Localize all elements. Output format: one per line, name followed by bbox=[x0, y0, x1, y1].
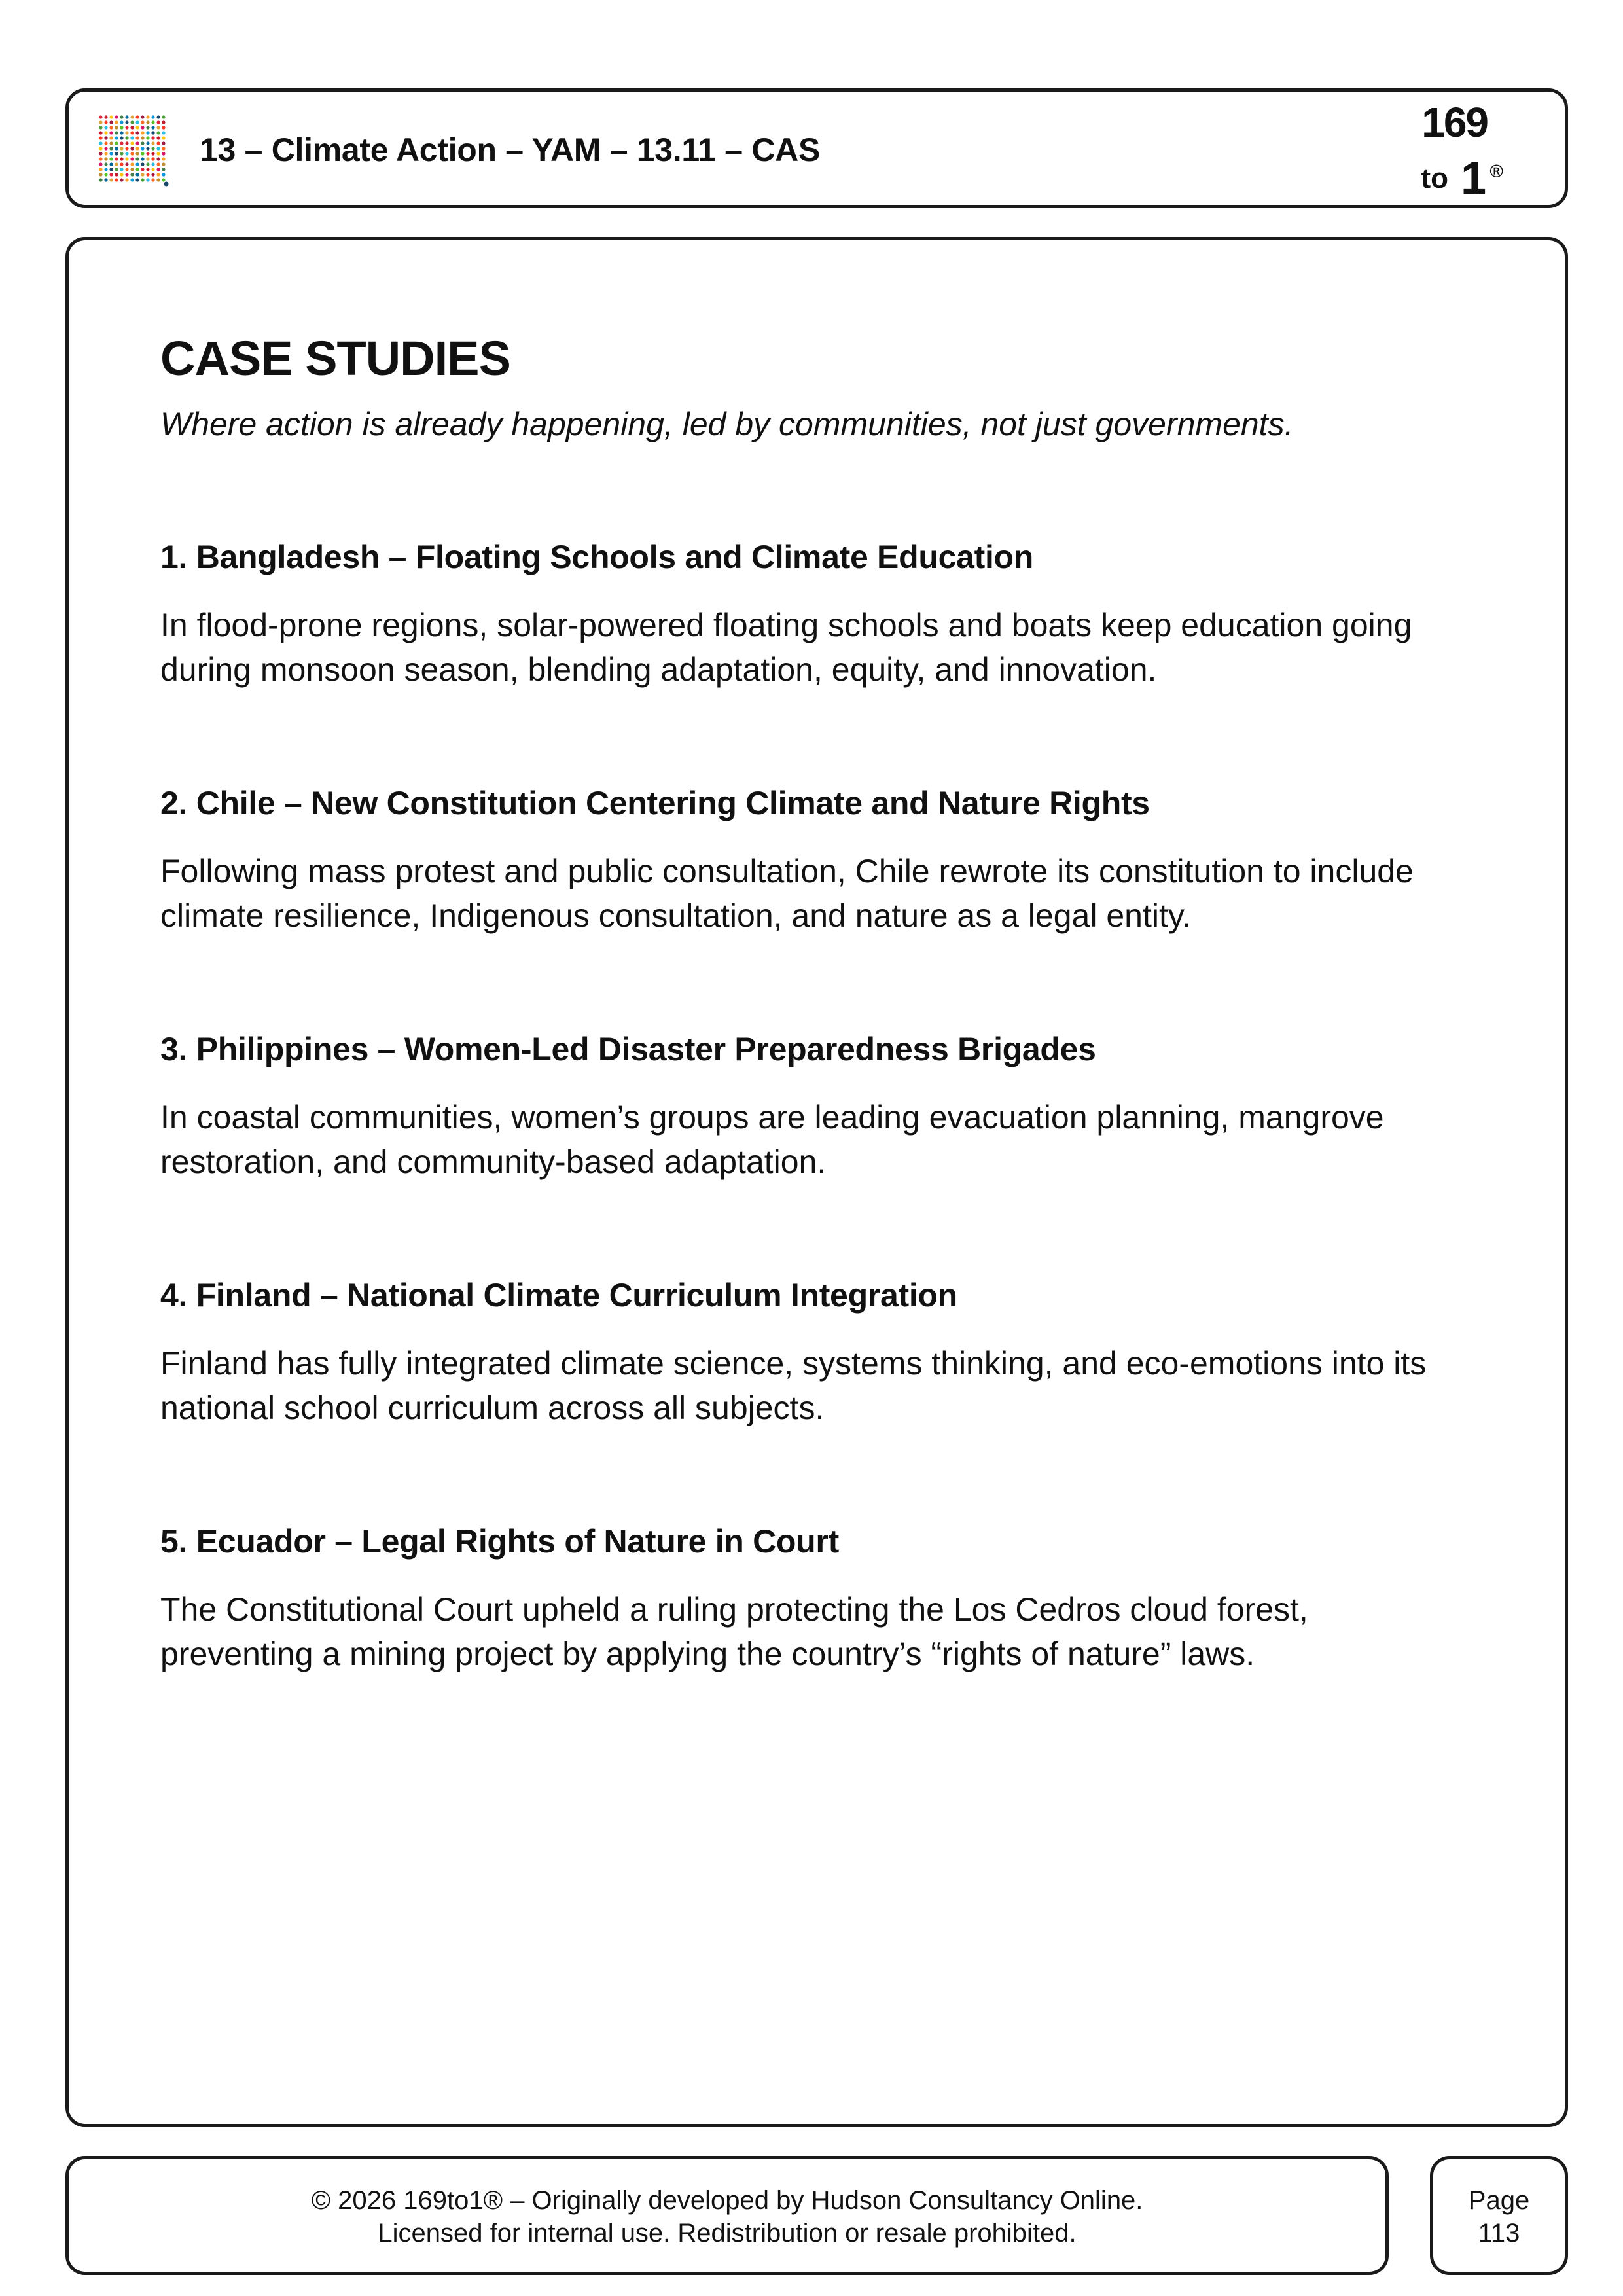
logo-dot bbox=[120, 141, 123, 145]
logo-dot bbox=[135, 131, 139, 134]
case-study bbox=[160, 1522, 1469, 1676]
logo-dot bbox=[99, 168, 102, 171]
logo-dot bbox=[151, 178, 154, 181]
logo-dot bbox=[151, 152, 154, 155]
logo-dot bbox=[141, 168, 144, 171]
logo-dot bbox=[135, 173, 139, 176]
logo-dot bbox=[146, 173, 149, 176]
logo-dot bbox=[115, 131, 118, 134]
logo-dot bbox=[130, 173, 134, 176]
logo-dot bbox=[109, 152, 113, 155]
case-study-title: 3. Philippines – Women-Led Disaster Preparedness Brigades bbox=[160, 1031, 1096, 1068]
logo-dot bbox=[156, 178, 160, 181]
header-title: 13 – Climate Action – YAM – 13.11 – CAS bbox=[200, 132, 821, 168]
logo-dot bbox=[99, 178, 102, 181]
logo-dot bbox=[99, 147, 102, 150]
logo-dot bbox=[151, 131, 154, 134]
logo-dot bbox=[125, 141, 128, 145]
logo-dot bbox=[130, 120, 134, 124]
logo-dot bbox=[125, 162, 128, 166]
logo-dot bbox=[109, 115, 113, 118]
case-study bbox=[160, 783, 1469, 938]
logo-dot bbox=[120, 136, 123, 139]
logo-dot bbox=[104, 152, 107, 155]
logo-dot bbox=[146, 126, 149, 129]
case-study bbox=[160, 1030, 1469, 1184]
logo-dot bbox=[146, 168, 149, 171]
logo-dot bbox=[141, 141, 144, 145]
logo-dot bbox=[120, 157, 123, 160]
case-study bbox=[160, 1276, 1469, 1430]
logo-dot bbox=[125, 136, 128, 139]
logo-dot bbox=[162, 178, 165, 181]
logo-dot bbox=[115, 141, 118, 145]
logo-dot bbox=[109, 141, 113, 145]
brand-one: 1 bbox=[1461, 152, 1486, 204]
logo-dot bbox=[151, 147, 154, 150]
logo-dot bbox=[162, 126, 165, 129]
logo-dot bbox=[115, 152, 118, 155]
page-title: CASE STUDIES bbox=[160, 331, 510, 386]
logo-dot bbox=[115, 147, 118, 150]
copyright-line: © 2026 169to1® – Originally developed by Hudson Consultancy Online. bbox=[311, 2186, 1143, 2215]
logo-dot bbox=[162, 162, 165, 166]
logo-dot bbox=[151, 141, 154, 145]
page-subtitle: Where action is already happening, led by communities, not just governments. bbox=[160, 406, 1294, 443]
logo-dot bbox=[130, 157, 134, 160]
logo-dot bbox=[135, 141, 139, 145]
case-study-text: Finland has fully integrated climate science, systems thinking, and eco-emotions into its national school curriculum across all subjects. bbox=[160, 1345, 1427, 1427]
logo-dot bbox=[151, 173, 154, 176]
logo-dot bbox=[104, 115, 107, 118]
logo-dot bbox=[162, 131, 165, 134]
logo-dot bbox=[99, 120, 102, 124]
logo-dot bbox=[162, 141, 165, 145]
logo-dot bbox=[104, 168, 107, 171]
logo-dot bbox=[146, 147, 149, 150]
logo-dot bbox=[146, 178, 149, 181]
logo-dot bbox=[151, 126, 154, 129]
logo-dot bbox=[130, 141, 134, 145]
logo-dot bbox=[120, 173, 123, 176]
logo-dot bbox=[99, 173, 102, 176]
case-study-title: 1. Bangladesh – Floating Schools and Climate Education bbox=[160, 539, 1034, 576]
logo-dot bbox=[156, 126, 160, 129]
logo-dot bbox=[141, 147, 144, 150]
license-line: Licensed for internal use. Redistribution or resale prohibited. bbox=[378, 2219, 1077, 2248]
logo-dot bbox=[115, 178, 118, 181]
logo-dot bbox=[109, 173, 113, 176]
logo-dot bbox=[130, 162, 134, 166]
logo-dot bbox=[109, 120, 113, 124]
logo-dot bbox=[130, 178, 134, 181]
logo-dot bbox=[135, 120, 139, 124]
sdg-dot-grid-icon bbox=[98, 115, 169, 187]
logo-dot bbox=[125, 115, 128, 118]
logo-dot bbox=[125, 126, 128, 129]
brand-to: to bbox=[1421, 162, 1448, 194]
logo-dot bbox=[162, 115, 165, 118]
logo-dot bbox=[141, 173, 144, 176]
logo-dot bbox=[109, 157, 113, 160]
logo-dot bbox=[104, 120, 107, 124]
logo-dot bbox=[120, 162, 123, 166]
logo-dot bbox=[146, 157, 149, 160]
logo-dot bbox=[130, 115, 134, 118]
logo-dot bbox=[120, 120, 123, 124]
logo-dot bbox=[104, 178, 107, 181]
logo-dot bbox=[135, 147, 139, 150]
logo-dot bbox=[109, 131, 113, 134]
logo-dot bbox=[162, 147, 165, 150]
logo-dot bbox=[109, 126, 113, 129]
case-study-text: In coastal communities, women’s groups are leading evacuation planning, mangrove restoration, and community-based adaptation. bbox=[160, 1099, 1384, 1181]
logo-dot bbox=[156, 131, 160, 134]
logo-dot bbox=[146, 120, 149, 124]
logo-dot bbox=[104, 162, 107, 166]
logo-dot bbox=[104, 147, 107, 150]
page-number: 113 bbox=[1478, 2219, 1520, 2248]
logo-dot bbox=[104, 173, 107, 176]
logo-dot bbox=[151, 115, 154, 118]
page-number-box bbox=[1430, 2156, 1568, 2275]
logo-dot bbox=[115, 115, 118, 118]
logo-dot bbox=[104, 126, 107, 129]
logo-dot bbox=[162, 136, 165, 139]
logo-dot bbox=[156, 168, 160, 171]
page-number-text bbox=[1433, 2184, 1565, 2250]
logo-dot bbox=[141, 162, 144, 166]
case-study-text: The Constitutional Court upheld a ruling protecting the Los Cedros cloud forest, preventing a mining project by applying the country’s “rights of nature” laws. bbox=[160, 1591, 1308, 1673]
logo-dot bbox=[130, 152, 134, 155]
logo-dot bbox=[135, 115, 139, 118]
logo-dot bbox=[104, 141, 107, 145]
logo-dot bbox=[115, 168, 118, 171]
logo-dot bbox=[162, 173, 165, 176]
logo-dot bbox=[99, 152, 102, 155]
logo-dot bbox=[109, 136, 113, 139]
case-study-title: 5. Ecuador – Legal Rights of Nature in Court bbox=[160, 1523, 839, 1560]
logo-dot bbox=[156, 173, 160, 176]
logo-dot bbox=[146, 152, 149, 155]
logo-dot bbox=[162, 120, 165, 124]
logo-dot bbox=[109, 178, 113, 181]
logo-dot bbox=[99, 157, 102, 160]
brand-logo bbox=[1401, 98, 1506, 203]
logo-dot bbox=[120, 126, 123, 129]
logo-accent-dot bbox=[164, 182, 169, 187]
logo-dot bbox=[109, 162, 113, 166]
footer-text bbox=[69, 2184, 1385, 2250]
logo-dot bbox=[125, 173, 128, 176]
header-bar bbox=[65, 88, 1568, 208]
logo-dot bbox=[130, 147, 134, 150]
logo-dot bbox=[141, 178, 144, 181]
logo-dot bbox=[125, 168, 128, 171]
case-study-title: 4. Finland – National Climate Curriculum Integration bbox=[160, 1277, 957, 1314]
logo-dot bbox=[156, 152, 160, 155]
logo-dot bbox=[120, 152, 123, 155]
logo-dot bbox=[156, 136, 160, 139]
content-panel bbox=[65, 237, 1568, 2127]
logo-dot bbox=[156, 115, 160, 118]
logo-dot bbox=[141, 115, 144, 118]
logo-dot bbox=[125, 152, 128, 155]
logo-dot bbox=[156, 157, 160, 160]
logo-dot bbox=[104, 136, 107, 139]
logo-dot bbox=[104, 131, 107, 134]
logo-dot bbox=[120, 147, 123, 150]
logo-dot bbox=[125, 178, 128, 181]
logo-dot bbox=[156, 120, 160, 124]
logo-dot bbox=[130, 136, 134, 139]
logo-dot bbox=[146, 115, 149, 118]
logo-dot bbox=[109, 147, 113, 150]
logo-dot bbox=[125, 147, 128, 150]
logo-dot bbox=[120, 168, 123, 171]
logo-dot bbox=[141, 152, 144, 155]
logo-dot bbox=[162, 152, 165, 155]
logo-dot bbox=[125, 157, 128, 160]
logo-dot bbox=[141, 126, 144, 129]
logo-dot bbox=[130, 131, 134, 134]
logo-dot bbox=[135, 136, 139, 139]
logo-dot bbox=[135, 178, 139, 181]
logo-dot bbox=[135, 152, 139, 155]
logo-dot bbox=[99, 131, 102, 134]
logo-dot bbox=[115, 162, 118, 166]
logo-dot bbox=[146, 162, 149, 166]
logo-dot bbox=[141, 120, 144, 124]
footer-bar bbox=[65, 2156, 1389, 2275]
logo-dot bbox=[99, 115, 102, 118]
brand-registered-mark: ® bbox=[1489, 161, 1503, 181]
logo-dot bbox=[141, 131, 144, 134]
content-body bbox=[160, 332, 1469, 1676]
logo-dot bbox=[130, 126, 134, 129]
logo-dot bbox=[151, 136, 154, 139]
logo-dot bbox=[151, 120, 154, 124]
logo-dot bbox=[115, 126, 118, 129]
case-study bbox=[160, 537, 1469, 692]
logo-dot bbox=[151, 157, 154, 160]
logo-dot bbox=[141, 157, 144, 160]
case-study-title: 2. Chile – New Constitution Centering Climate and Nature Rights bbox=[160, 785, 1150, 822]
logo-dot bbox=[135, 162, 139, 166]
case-study-text: Following mass protest and public consultation, Chile rewrote its constitution to include climate resilience, Indigenous consultation, and nature as a legal entity. bbox=[160, 853, 1414, 935]
logo-dot bbox=[162, 157, 165, 160]
logo-dot bbox=[156, 147, 160, 150]
logo-dot bbox=[99, 141, 102, 145]
logo-dot bbox=[130, 168, 134, 171]
logo-dot bbox=[125, 120, 128, 124]
logo-dot bbox=[115, 136, 118, 139]
logo-dot bbox=[146, 141, 149, 145]
page-label: Page bbox=[1468, 2186, 1530, 2215]
logo-dot bbox=[115, 120, 118, 124]
logo-dot bbox=[104, 157, 107, 160]
logo-dot bbox=[156, 162, 160, 166]
logo-dot bbox=[135, 126, 139, 129]
logo-dot bbox=[146, 131, 149, 134]
logo-dot bbox=[99, 136, 102, 139]
logo-dot bbox=[125, 131, 128, 134]
logo-dot bbox=[141, 136, 144, 139]
logo-dot bbox=[151, 168, 154, 171]
logo-dot bbox=[120, 131, 123, 134]
logo-dot bbox=[99, 126, 102, 129]
logo-dot bbox=[120, 115, 123, 118]
logo-dot bbox=[156, 141, 160, 145]
logo-dot bbox=[115, 173, 118, 176]
logo-dot bbox=[120, 178, 123, 181]
logo-dot bbox=[115, 157, 118, 160]
logo-dot bbox=[99, 162, 102, 166]
logo-dot bbox=[151, 162, 154, 166]
case-study-text: In flood-prone regions, solar-powered floating schools and boats keep education going during monsoon season, blending adaptation, equity, and innovation. bbox=[160, 607, 1412, 689]
logo-dot bbox=[135, 157, 139, 160]
logo-dot bbox=[162, 168, 165, 171]
logo-dot bbox=[135, 168, 139, 171]
logo-dot bbox=[109, 168, 113, 171]
logo-dot bbox=[146, 136, 149, 139]
brand-number: 169 bbox=[1421, 99, 1488, 146]
